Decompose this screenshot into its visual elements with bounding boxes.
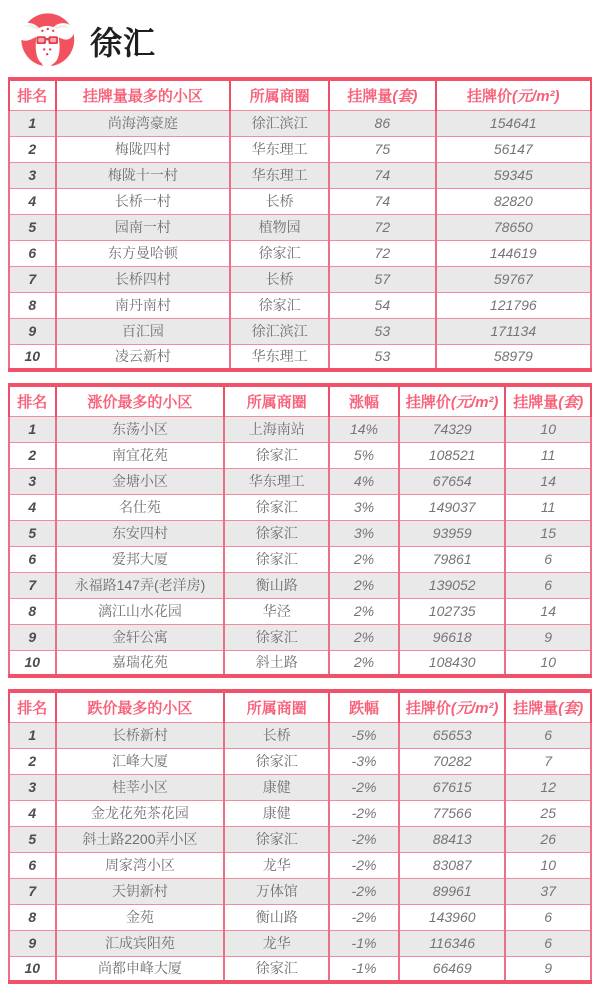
data-cell: 70282: [399, 748, 506, 774]
table-row: [9, 110, 591, 136]
rank-cell: 1: [9, 416, 56, 442]
data-cell: 斜土路2200弄小区: [56, 826, 225, 852]
data-cell: -2%: [329, 800, 399, 826]
data-cell: 斜土路: [224, 650, 329, 676]
data-cell: 93959: [399, 520, 506, 546]
table-row: [9, 722, 591, 748]
data-cell: 59767: [436, 266, 591, 292]
page-header: [0, 0, 600, 77]
data-cell: -2%: [329, 774, 399, 800]
table-row: [9, 344, 591, 370]
table-row: [9, 878, 591, 904]
data-cell: 2%: [329, 546, 399, 572]
column-header: 所属商圈: [230, 79, 329, 110]
data-cell: 华东理工: [230, 136, 329, 162]
column-header: 排名: [9, 385, 56, 416]
column-header: 涨价最多的小区: [56, 385, 225, 416]
data-cell: 金塘小区: [56, 468, 225, 494]
table-row: [9, 318, 591, 344]
column-header: 挂牌量(套): [505, 385, 591, 416]
header-row: [9, 79, 591, 110]
rank-cell: 10: [9, 650, 56, 676]
data-cell: 154641: [436, 110, 591, 136]
data-cell: 3%: [329, 520, 399, 546]
data-cell: 86: [329, 110, 436, 136]
table-row: [9, 852, 591, 878]
rank-cell: 8: [9, 904, 56, 930]
data-cell: 衡山路: [224, 572, 329, 598]
data-cell: 72: [329, 240, 436, 266]
data-cell: -1%: [329, 930, 399, 956]
data-cell: 衡山路: [224, 904, 329, 930]
column-header: 挂牌价(元/m²): [399, 385, 506, 416]
column-header: 挂牌量最多的小区: [56, 79, 231, 110]
data-cell: 83087: [399, 852, 506, 878]
data-cell: 6: [505, 930, 591, 956]
table-row: [9, 748, 591, 774]
rank-cell: 10: [9, 956, 56, 982]
column-header: 挂牌量(套): [505, 691, 591, 722]
data-cell: 长桥新村: [56, 722, 225, 748]
rank-cell: 1: [9, 110, 56, 136]
data-cell: 漓江山水花园: [56, 598, 225, 624]
column-header: 跌价最多的小区: [56, 691, 225, 722]
data-cell: 长桥四村: [56, 266, 231, 292]
data-cell: 徐家汇: [224, 624, 329, 650]
data-cell: 11: [505, 494, 591, 520]
data-cell: 华东理工: [230, 344, 329, 370]
rank-cell: 2: [9, 136, 56, 162]
table-biggest-price-increase: [8, 383, 592, 678]
data-cell: 56147: [436, 136, 591, 162]
table-row: [9, 162, 591, 188]
data-cell: 26: [505, 826, 591, 852]
data-cell: 金龙花苑茶花园: [56, 800, 225, 826]
data-cell: 徐家汇: [224, 748, 329, 774]
column-header: 挂牌量(套): [329, 79, 436, 110]
data-cell: 长桥: [224, 722, 329, 748]
data-cell: 67615: [399, 774, 506, 800]
header-row: [9, 385, 591, 416]
table-row: [9, 442, 591, 468]
rank-cell: 9: [9, 624, 56, 650]
rank-cell: 6: [9, 852, 56, 878]
rank-cell: 5: [9, 520, 56, 546]
data-cell: 53: [329, 318, 436, 344]
data-cell: 上海南站: [224, 416, 329, 442]
data-cell: 华东理工: [230, 162, 329, 188]
data-cell: 徐汇滨江: [230, 318, 329, 344]
data-cell: 171134: [436, 318, 591, 344]
data-cell: 14: [505, 468, 591, 494]
rank-cell: 6: [9, 240, 56, 266]
biggest-price-decrease-table: [8, 689, 592, 984]
data-cell: 园南一村: [56, 214, 231, 240]
data-cell: 金轩公寓: [56, 624, 225, 650]
data-cell: 108430: [399, 650, 506, 676]
table-row: [9, 956, 591, 982]
data-cell: 汇峰大厦: [56, 748, 225, 774]
table-row: [9, 520, 591, 546]
table-row: [9, 292, 591, 318]
data-cell: 74: [329, 188, 436, 214]
data-cell: 77566: [399, 800, 506, 826]
data-cell: 金苑: [56, 904, 225, 930]
data-cell: 78650: [436, 214, 591, 240]
rank-cell: 3: [9, 162, 56, 188]
data-cell: 龙华: [224, 852, 329, 878]
data-cell: 南宜花苑: [56, 442, 225, 468]
data-cell: 东安四村: [56, 520, 225, 546]
data-cell: 尚都申峰大厦: [56, 956, 225, 982]
data-cell: 植物园: [230, 214, 329, 240]
rank-cell: 2: [9, 442, 56, 468]
table-row: [9, 930, 591, 956]
data-cell: 139052: [399, 572, 506, 598]
data-cell: 53: [329, 344, 436, 370]
data-cell: -2%: [329, 878, 399, 904]
data-cell: 37: [505, 878, 591, 904]
data-cell: 9: [505, 624, 591, 650]
data-cell: 5%: [329, 442, 399, 468]
table-row: [9, 136, 591, 162]
table-most-listings: [8, 77, 592, 372]
data-cell: 79861: [399, 546, 506, 572]
rank-cell: 10: [9, 344, 56, 370]
table-row: [9, 546, 591, 572]
table-row: [9, 598, 591, 624]
column-header: 挂牌价(元/m²): [436, 79, 591, 110]
data-cell: 66469: [399, 956, 506, 982]
data-cell: 徐家汇: [224, 520, 329, 546]
column-header: 挂牌价(元/m²): [399, 691, 506, 722]
data-cell: 9: [505, 956, 591, 982]
table-row: [9, 214, 591, 240]
data-cell: 102735: [399, 598, 506, 624]
data-cell: 徐家汇: [224, 956, 329, 982]
table-row: [9, 624, 591, 650]
data-cell: 徐家汇: [224, 546, 329, 572]
data-cell: 汇成宾阳苑: [56, 930, 225, 956]
data-cell: 14%: [329, 416, 399, 442]
data-cell: 149037: [399, 494, 506, 520]
data-cell: 7: [505, 748, 591, 774]
data-cell: 康健: [224, 774, 329, 800]
data-cell: 百汇园: [56, 318, 231, 344]
table-row: [9, 572, 591, 598]
data-cell: 89961: [399, 878, 506, 904]
data-cell: 2%: [329, 650, 399, 676]
data-cell: 东荡小区: [56, 416, 225, 442]
table-row: [9, 826, 591, 852]
data-cell: 2%: [329, 598, 399, 624]
data-cell: 59345: [436, 162, 591, 188]
data-cell: 57: [329, 266, 436, 292]
rank-cell: 4: [9, 494, 56, 520]
data-cell: 万体馆: [224, 878, 329, 904]
data-cell: 12: [505, 774, 591, 800]
rank-cell: 8: [9, 292, 56, 318]
data-cell: 爱邦大厦: [56, 546, 225, 572]
data-cell: 108521: [399, 442, 506, 468]
rank-cell: 7: [9, 878, 56, 904]
data-cell: 6: [505, 572, 591, 598]
data-cell: 74: [329, 162, 436, 188]
data-cell: 6: [505, 546, 591, 572]
table-row: [9, 468, 591, 494]
data-cell: 周家湾小区: [56, 852, 225, 878]
data-cell: 2%: [329, 572, 399, 598]
data-cell: -5%: [329, 722, 399, 748]
page-title: 徐汇: [90, 24, 157, 61]
data-cell: 梅陇四村: [56, 136, 231, 162]
data-cell: 长桥: [230, 188, 329, 214]
most-listings-table: [8, 77, 592, 372]
table-row: [9, 774, 591, 800]
data-cell: 14: [505, 598, 591, 624]
data-cell: 梅陇十一村: [56, 162, 231, 188]
data-cell: 75: [329, 136, 436, 162]
rank-cell: 7: [9, 266, 56, 292]
data-cell: -2%: [329, 826, 399, 852]
data-cell: 82820: [436, 188, 591, 214]
data-cell: 康健: [224, 800, 329, 826]
column-header: 排名: [9, 691, 56, 722]
data-cell: 65653: [399, 722, 506, 748]
data-cell: 凌云新村: [56, 344, 231, 370]
data-cell: -2%: [329, 852, 399, 878]
data-cell: 天钥新村: [56, 878, 225, 904]
rank-cell: 7: [9, 572, 56, 598]
data-cell: 11: [505, 442, 591, 468]
data-cell: -3%: [329, 748, 399, 774]
data-cell: 10: [505, 650, 591, 676]
data-cell: 徐家汇: [224, 826, 329, 852]
data-cell: 144619: [436, 240, 591, 266]
data-cell: 25: [505, 800, 591, 826]
rank-cell: 9: [9, 930, 56, 956]
rank-cell: 4: [9, 188, 56, 214]
rank-cell: 8: [9, 598, 56, 624]
data-cell: 龙华: [224, 930, 329, 956]
table-row: [9, 240, 591, 266]
header-row: [9, 691, 591, 722]
data-cell: 长桥: [230, 266, 329, 292]
table-row: [9, 494, 591, 520]
data-cell: 徐家汇: [230, 292, 329, 318]
data-cell: 徐家汇: [230, 240, 329, 266]
data-cell: 徐汇滨江: [230, 110, 329, 136]
data-cell: 华东理工: [224, 468, 329, 494]
column-header: 跌幅: [329, 691, 399, 722]
data-cell: 名仕苑: [56, 494, 225, 520]
data-cell: 88413: [399, 826, 506, 852]
rank-cell: 6: [9, 546, 56, 572]
data-cell: 桂莘小区: [56, 774, 225, 800]
data-cell: 74329: [399, 416, 506, 442]
rank-cell: 9: [9, 318, 56, 344]
data-cell: -1%: [329, 956, 399, 982]
data-cell: 121796: [436, 292, 591, 318]
data-cell: 2%: [329, 624, 399, 650]
data-cell: 永福路147弄(老洋房): [56, 572, 225, 598]
column-header: 排名: [9, 79, 56, 110]
data-cell: 54: [329, 292, 436, 318]
data-cell: 10: [505, 852, 591, 878]
data-cell: 15: [505, 520, 591, 546]
data-cell: 徐家汇: [224, 494, 329, 520]
table-row: [9, 416, 591, 442]
rank-cell: 3: [9, 468, 56, 494]
rank-cell: 3: [9, 774, 56, 800]
data-cell: 长桥一村: [56, 188, 231, 214]
data-cell: 3%: [329, 494, 399, 520]
biggest-price-increase-table: [8, 383, 592, 678]
data-cell: 143960: [399, 904, 506, 930]
mascot-cow-glasses-icon: [16, 11, 76, 71]
data-cell: 4%: [329, 468, 399, 494]
data-cell: 67654: [399, 468, 506, 494]
table-biggest-price-decrease: [8, 689, 592, 984]
data-cell: 徐家汇: [224, 442, 329, 468]
column-header: 涨幅: [329, 385, 399, 416]
table-row: [9, 904, 591, 930]
table-row: [9, 800, 591, 826]
data-cell: 96618: [399, 624, 506, 650]
data-cell: 72: [329, 214, 436, 240]
table-row: [9, 650, 591, 676]
data-cell: 6: [505, 904, 591, 930]
column-header: 所属商圈: [224, 691, 329, 722]
data-cell: 尚海湾豪庭: [56, 110, 231, 136]
data-cell: 10: [505, 416, 591, 442]
data-cell: 116346: [399, 930, 506, 956]
rank-cell: 4: [9, 800, 56, 826]
column-header: 所属商圈: [224, 385, 329, 416]
rank-cell: 5: [9, 214, 56, 240]
data-cell: 6: [505, 722, 591, 748]
rank-cell: 1: [9, 722, 56, 748]
rank-cell: 2: [9, 748, 56, 774]
rank-cell: 5: [9, 826, 56, 852]
table-row: [9, 266, 591, 292]
data-cell: 嘉瑞花苑: [56, 650, 225, 676]
table-row: [9, 188, 591, 214]
data-cell: -2%: [329, 904, 399, 930]
data-cell: 东方曼哈顿: [56, 240, 231, 266]
data-cell: 58979: [436, 344, 591, 370]
data-cell: 华泾: [224, 598, 329, 624]
data-cell: 南丹南村: [56, 292, 231, 318]
